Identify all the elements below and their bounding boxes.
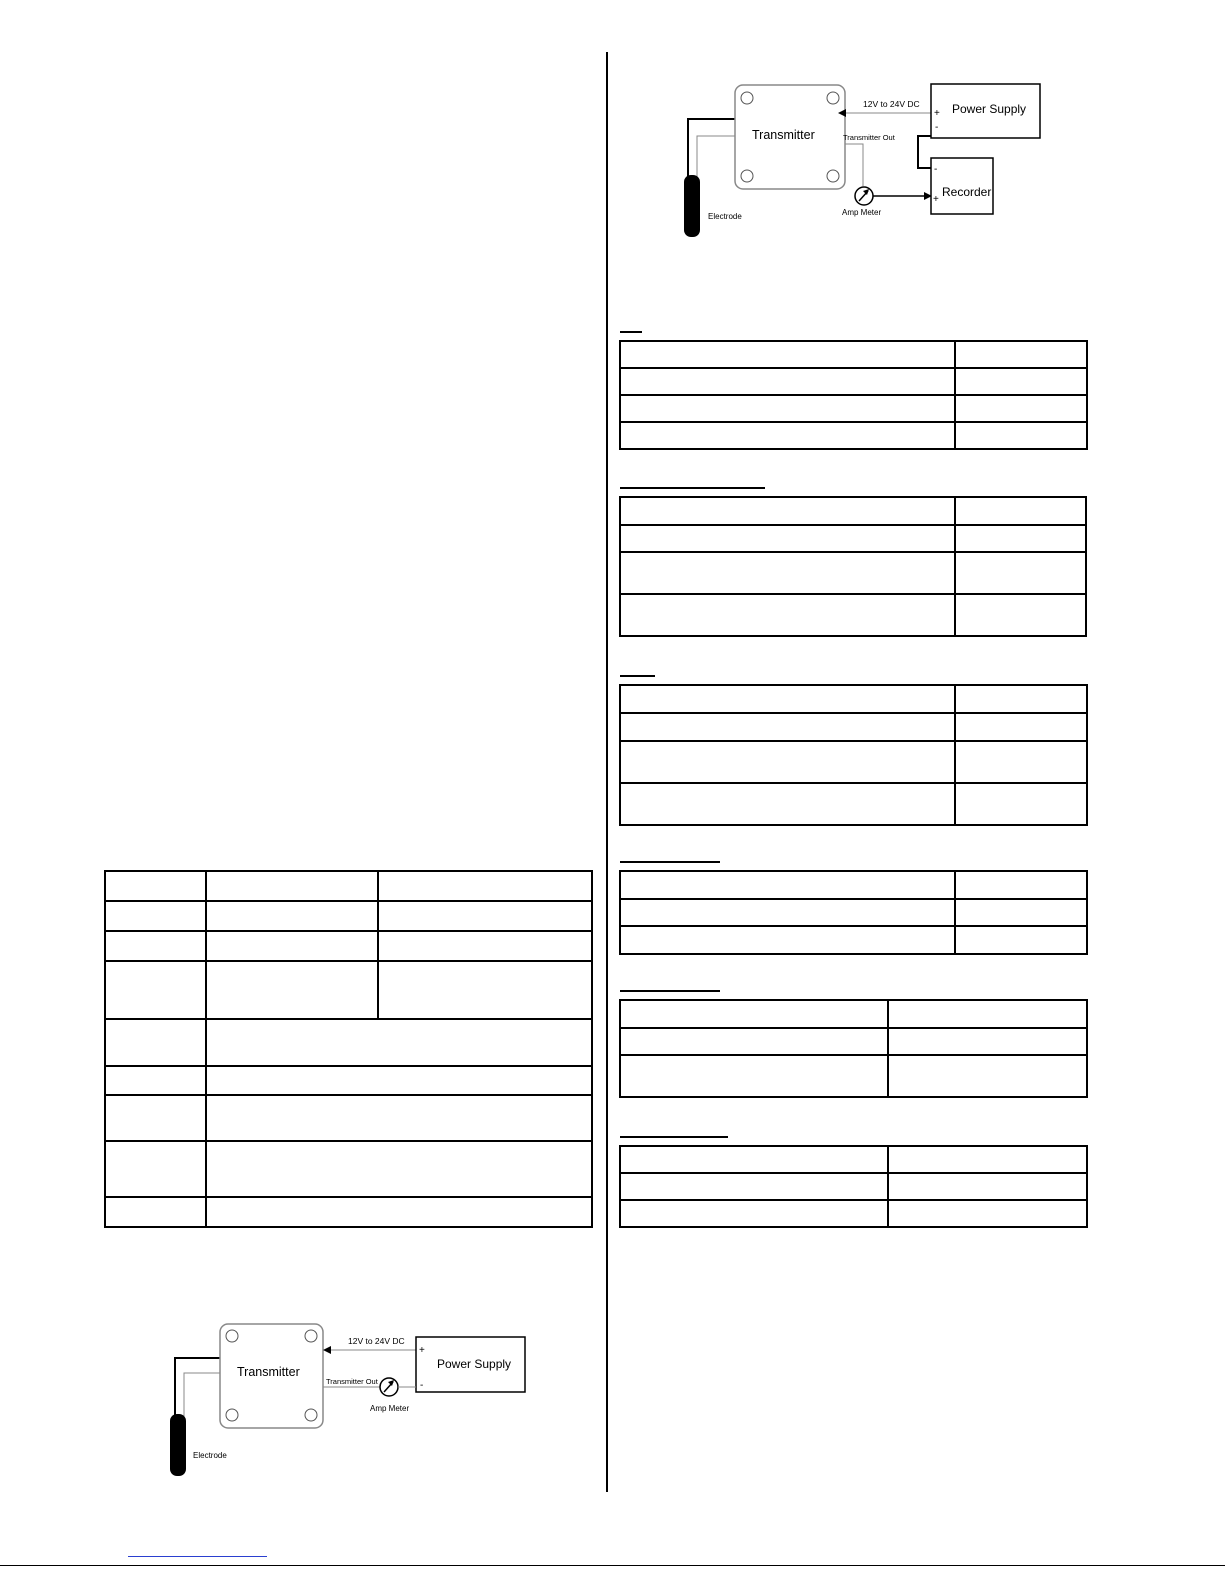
spec-table-4 xyxy=(619,870,1088,955)
table-cell xyxy=(620,1055,888,1097)
column-divider xyxy=(606,52,608,1492)
table-cell xyxy=(955,422,1087,449)
table-cell xyxy=(620,395,955,422)
table-cell xyxy=(620,1173,888,1200)
table-cell xyxy=(378,961,592,1019)
table-cell xyxy=(378,871,592,901)
table-cell xyxy=(206,1095,592,1141)
spec-table-2 xyxy=(619,496,1087,637)
power-supply-label: Power Supply xyxy=(952,102,1027,116)
table-cell xyxy=(105,871,206,901)
table-cell xyxy=(955,594,1086,636)
svg-text:Amp Meter: Amp Meter xyxy=(370,1404,410,1413)
table-cell xyxy=(620,926,955,954)
table-cell xyxy=(620,368,955,395)
table-cell xyxy=(105,1019,206,1066)
table-cell xyxy=(620,783,955,825)
table-cell xyxy=(206,931,378,961)
table-cell xyxy=(105,1141,206,1197)
table-cell xyxy=(105,1066,206,1095)
table-cell xyxy=(620,899,955,926)
table-cell xyxy=(105,931,206,961)
transmitter-label: Transmitter xyxy=(237,1365,300,1379)
table-cell xyxy=(888,1146,1087,1173)
svg-text:Transmitter Out: Transmitter Out xyxy=(843,133,895,142)
svg-text:Amp Meter: Amp Meter xyxy=(842,208,882,217)
table-cell xyxy=(955,685,1087,713)
table-cell xyxy=(620,341,955,368)
svg-text:-: - xyxy=(935,122,939,133)
table-cell xyxy=(955,899,1087,926)
table-cell xyxy=(378,901,592,931)
table-cell xyxy=(620,525,955,552)
svg-text:+: + xyxy=(933,194,939,205)
spec-table-6 xyxy=(619,1145,1088,1228)
table-cell xyxy=(105,961,206,1019)
table-cell xyxy=(620,422,955,449)
wiring-diagram-recorder xyxy=(670,78,1060,248)
svg-text:Electrode: Electrode xyxy=(708,212,742,221)
electrode-icon xyxy=(170,1414,186,1476)
svg-text:-: - xyxy=(420,1380,424,1391)
section-heading-rule-5 xyxy=(620,990,720,992)
table-cell xyxy=(888,1000,1087,1028)
table-cell xyxy=(105,901,206,931)
table-cell xyxy=(888,1173,1087,1200)
footer-rule xyxy=(0,1565,1225,1566)
svg-text:-: - xyxy=(934,164,938,175)
table-cell xyxy=(620,1200,888,1227)
table-cell xyxy=(955,395,1087,422)
svg-text:+: + xyxy=(419,1345,425,1356)
section-heading-rule-2 xyxy=(620,487,765,489)
power-supply-label: Power Supply xyxy=(437,1357,512,1371)
table-cell xyxy=(955,368,1087,395)
table-cell xyxy=(206,901,378,931)
table-cell xyxy=(620,741,955,783)
section-heading-rule-4 xyxy=(620,861,720,863)
table-cell xyxy=(955,783,1087,825)
table-cell xyxy=(206,871,378,901)
table-cell xyxy=(206,1141,592,1197)
table-cell xyxy=(888,1055,1087,1097)
table-cell xyxy=(620,594,955,636)
svg-text:12V to 24V DC: 12V to 24V DC xyxy=(863,99,920,109)
table-cell xyxy=(378,931,592,961)
table-cell xyxy=(620,685,955,713)
table-cell xyxy=(620,871,955,899)
table-cell xyxy=(620,713,955,741)
spec-table-1 xyxy=(619,340,1088,450)
table-cell xyxy=(206,1197,592,1227)
electrode-icon xyxy=(684,175,700,237)
table-cell xyxy=(955,525,1086,552)
table-cell xyxy=(888,1200,1087,1227)
table-cell xyxy=(620,1028,888,1055)
table-cell xyxy=(105,1197,206,1227)
spec-table-3 xyxy=(619,684,1088,826)
table-cell xyxy=(105,1095,206,1141)
table-cell xyxy=(955,341,1087,368)
table-cell xyxy=(620,497,955,525)
section-heading-rule-3 xyxy=(620,675,655,677)
section-heading-rule-1 xyxy=(620,331,642,333)
table-cell xyxy=(206,961,378,1019)
table-cell xyxy=(955,741,1087,783)
table-cell xyxy=(955,713,1087,741)
footer-link-underline[interactable] xyxy=(128,1556,267,1557)
svg-text:12V to 24V DC: 12V to 24V DC xyxy=(348,1336,405,1346)
spec-table-5 xyxy=(619,999,1088,1098)
table-cell xyxy=(206,1019,592,1066)
table-cell xyxy=(955,926,1087,954)
table-cell xyxy=(955,871,1087,899)
recorder-label: Recorder xyxy=(942,185,992,199)
table-cell xyxy=(620,1146,888,1173)
left-spec-table xyxy=(104,870,593,1228)
table-cell xyxy=(955,552,1086,594)
svg-text:Transmitter Out: Transmitter Out xyxy=(326,1377,378,1386)
table-cell xyxy=(620,1000,888,1028)
svg-text:Electrode: Electrode xyxy=(193,1451,227,1460)
table-cell xyxy=(620,552,955,594)
transmitter-label: Transmitter xyxy=(752,128,815,142)
section-heading-rule-6 xyxy=(620,1136,728,1138)
svg-text:+: + xyxy=(934,108,940,119)
table-cell xyxy=(955,497,1086,525)
wiring-diagram-basic xyxy=(160,1318,540,1483)
table-cell xyxy=(888,1028,1087,1055)
table-cell xyxy=(206,1066,592,1095)
